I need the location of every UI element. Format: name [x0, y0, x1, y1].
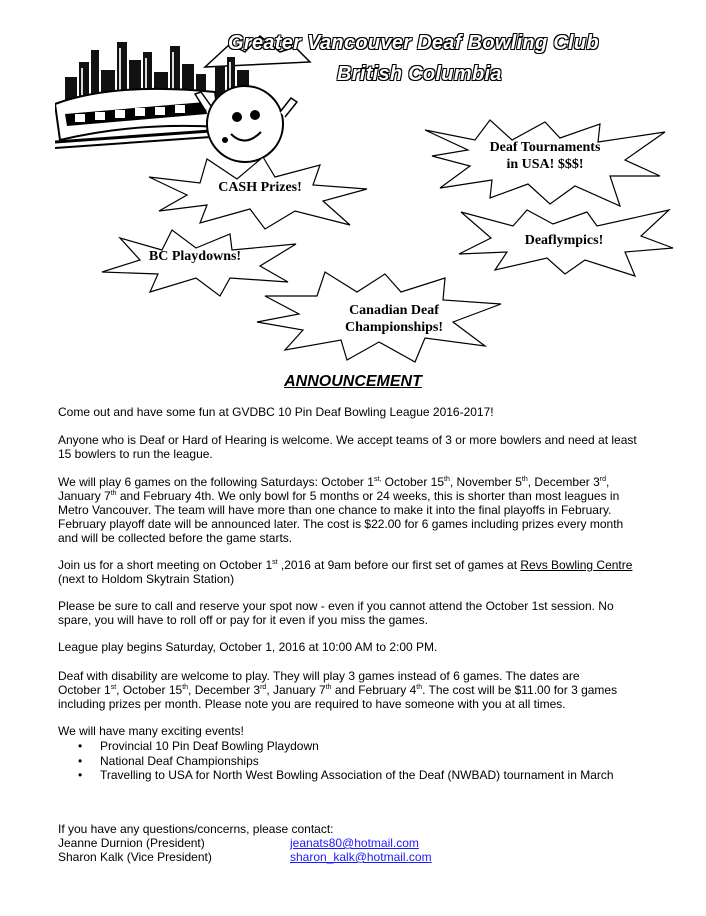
events-intro: We will have many exciting events! — [58, 724, 244, 738]
text-line: (next to Holdom Skytrain Station) — [58, 572, 235, 586]
events-list — [58, 739, 614, 783]
burst-deaflympics-label: Deaflympics! — [524, 233, 604, 248]
text-line: January 7th and February 4th. We only bowl for 5 months or 24 weeks, this is shorter than most leagues in — [58, 489, 620, 503]
text-line: Please be sure to call and reserve your spot now - even if you cannot attend the October 1st session. No — [58, 599, 614, 613]
contact-row — [58, 836, 419, 850]
meeting-paragraph — [58, 558, 658, 586]
text-line: Metro Vancouver. The team will have more than one chance to make it into the final playoffs in February. — [58, 503, 612, 517]
text-line: Join us for a short meeting on October 1st ,2016 at 9am before our first set of games at Revs Bowling Centre — [58, 558, 633, 572]
list-item: • Travelling to USA for North West Bowling Association of the Deaf (NWBAD) tournament in March — [58, 768, 614, 783]
disability-paragraph — [58, 669, 658, 711]
contact-name: Jeanne Durnion (President) — [58, 836, 205, 850]
burst-line: Championships! — [344, 320, 444, 335]
schedule-paragraph — [58, 475, 658, 545]
text-line: February playoff date will be announced later. The cost is $22.00 for 6 games including prizes every month — [58, 517, 624, 531]
page-title: ANNOUNCEMENT — [284, 373, 422, 390]
text-line: We will play 6 games on the following Saturdays: October $1^{st,}$ October 15th, November 5th, December 3rd, — [58, 475, 610, 489]
club-title: Greater Vancouver Deaf Bowling Club — [228, 32, 599, 54]
intro-paragraph: Come out and have some fun at GVDBC 10 Pin Deaf Bowling League 2016-2017! — [58, 405, 494, 419]
text-line: Deaf with disability are welcome to play. They will play 3 games instead of 6 games. The dates are — [58, 669, 580, 683]
text-line: including prizes per month. Please note you are required to have someone with you at all times. — [58, 697, 566, 711]
burst-playdowns-label: BC Playdowns! — [148, 249, 242, 264]
burst-cash-label: CASH Prizes! — [218, 180, 302, 195]
burst-line: Deaf Tournaments — [489, 140, 601, 155]
burst-tournaments-label — [465, 139, 625, 173]
text-line: spare, you will have to roll off or pay for it even if you miss the games. — [58, 613, 428, 627]
text-line: and will be collected before the game starts. — [58, 531, 293, 545]
league-play-paragraph: League play begins Saturday, October 1, 2016 at 10:00 AM to 2:00 PM. — [58, 640, 438, 654]
contact-name: Sharon Kalk (Vice President) — [58, 850, 212, 864]
text-line: October 1st, October 15th, December 3rd, January 7th and February 4th. The cost will be $11.00 for 3 games — [58, 683, 618, 697]
burst-line: Canadian Deaf — [349, 303, 439, 318]
burst-championships-label — [320, 302, 468, 336]
contact-row — [58, 850, 432, 864]
email-link[interactable]: sharon_kalk@hotmail.com — [290, 850, 432, 864]
email-link[interactable]: jeanats80@hotmail.com — [290, 836, 419, 850]
welcome-paragraph — [58, 433, 658, 461]
club-subtitle: British Columbia — [337, 63, 502, 85]
contact-intro: If you have any questions/concerns, please contact: — [58, 822, 334, 836]
burst-line: in USA! $$$! — [506, 157, 584, 172]
reserve-paragraph — [58, 599, 658, 627]
text-line: 15 bowlers to run the league. — [58, 447, 213, 461]
text-line: Anyone who is Deaf or Hard of Hearing is welcome. We accept teams of 3 or more bowlers and need at least — [58, 433, 637, 447]
list-item: • Provincial 10 Pin Deaf Bowling Playdown — [58, 739, 614, 754]
venue-name: Revs Bowling Centre — [520, 558, 633, 572]
list-item: • National Deaf Championships — [58, 754, 614, 769]
